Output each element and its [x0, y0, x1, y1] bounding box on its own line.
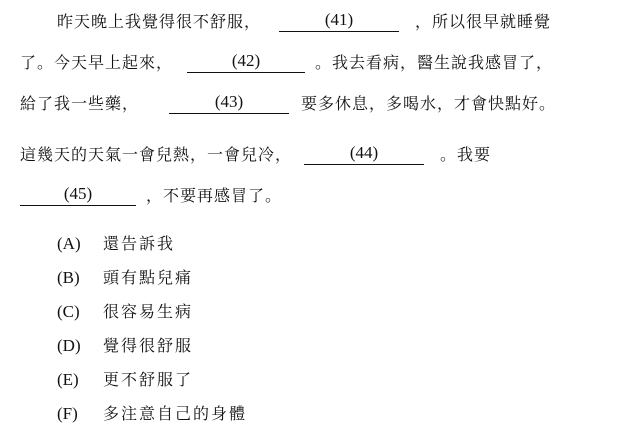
option-text: 還告訴我 — [103, 234, 176, 253]
blank-42: (42) — [187, 50, 305, 73]
passage-text: 這幾天的天氣一會兒熱，一會兒冷， — [20, 145, 293, 164]
option-text: 更不舒服了 — [103, 370, 194, 389]
passage-line-4 — [20, 141, 491, 169]
passage-line-1 — [57, 8, 551, 36]
blank-43: (43) — [169, 91, 289, 114]
option-text: 覺得很舒服 — [103, 336, 194, 355]
passage-text: ，所以很早就睡覺 — [415, 12, 552, 31]
passage-line-3 — [20, 90, 556, 118]
option-a — [57, 231, 175, 257]
option-text: 頭有點兒痛 — [103, 268, 194, 287]
option-text: 多注意自己的身體 — [103, 404, 248, 423]
blank-45: (45) — [20, 183, 136, 206]
option-letter: (E) — [57, 370, 79, 389]
passage-line-5 — [20, 182, 282, 210]
option-letter: (A) — [57, 234, 81, 253]
blank-44: (44) — [304, 142, 424, 165]
option-f — [57, 401, 247, 427]
option-letter: (D) — [57, 336, 81, 355]
option-text: 很容易生病 — [103, 302, 194, 321]
blank-41: (41) — [279, 9, 399, 32]
option-c — [57, 299, 193, 325]
option-d — [57, 333, 193, 359]
option-letter: (F) — [57, 404, 78, 423]
option-letter: (B) — [57, 268, 80, 287]
passage-text: ，不要再感冒了。 — [146, 186, 283, 205]
passage-text: 要多休息，多喝水，才會快點好。 — [301, 94, 557, 113]
passage-text: 給了我一些藥， — [20, 94, 140, 113]
option-e — [57, 367, 193, 393]
option-b — [57, 265, 193, 291]
passage-text: 。我要 — [440, 145, 492, 164]
option-letter: (C) — [57, 302, 80, 321]
passage-text: 。我去看病，醫生說我感冒了， — [315, 53, 554, 72]
passage-line-2 — [20, 49, 553, 77]
passage-text: 昨天晚上我覺得很不舒服， — [57, 12, 262, 31]
passage-text: 了。今天早上起來， — [20, 53, 174, 72]
